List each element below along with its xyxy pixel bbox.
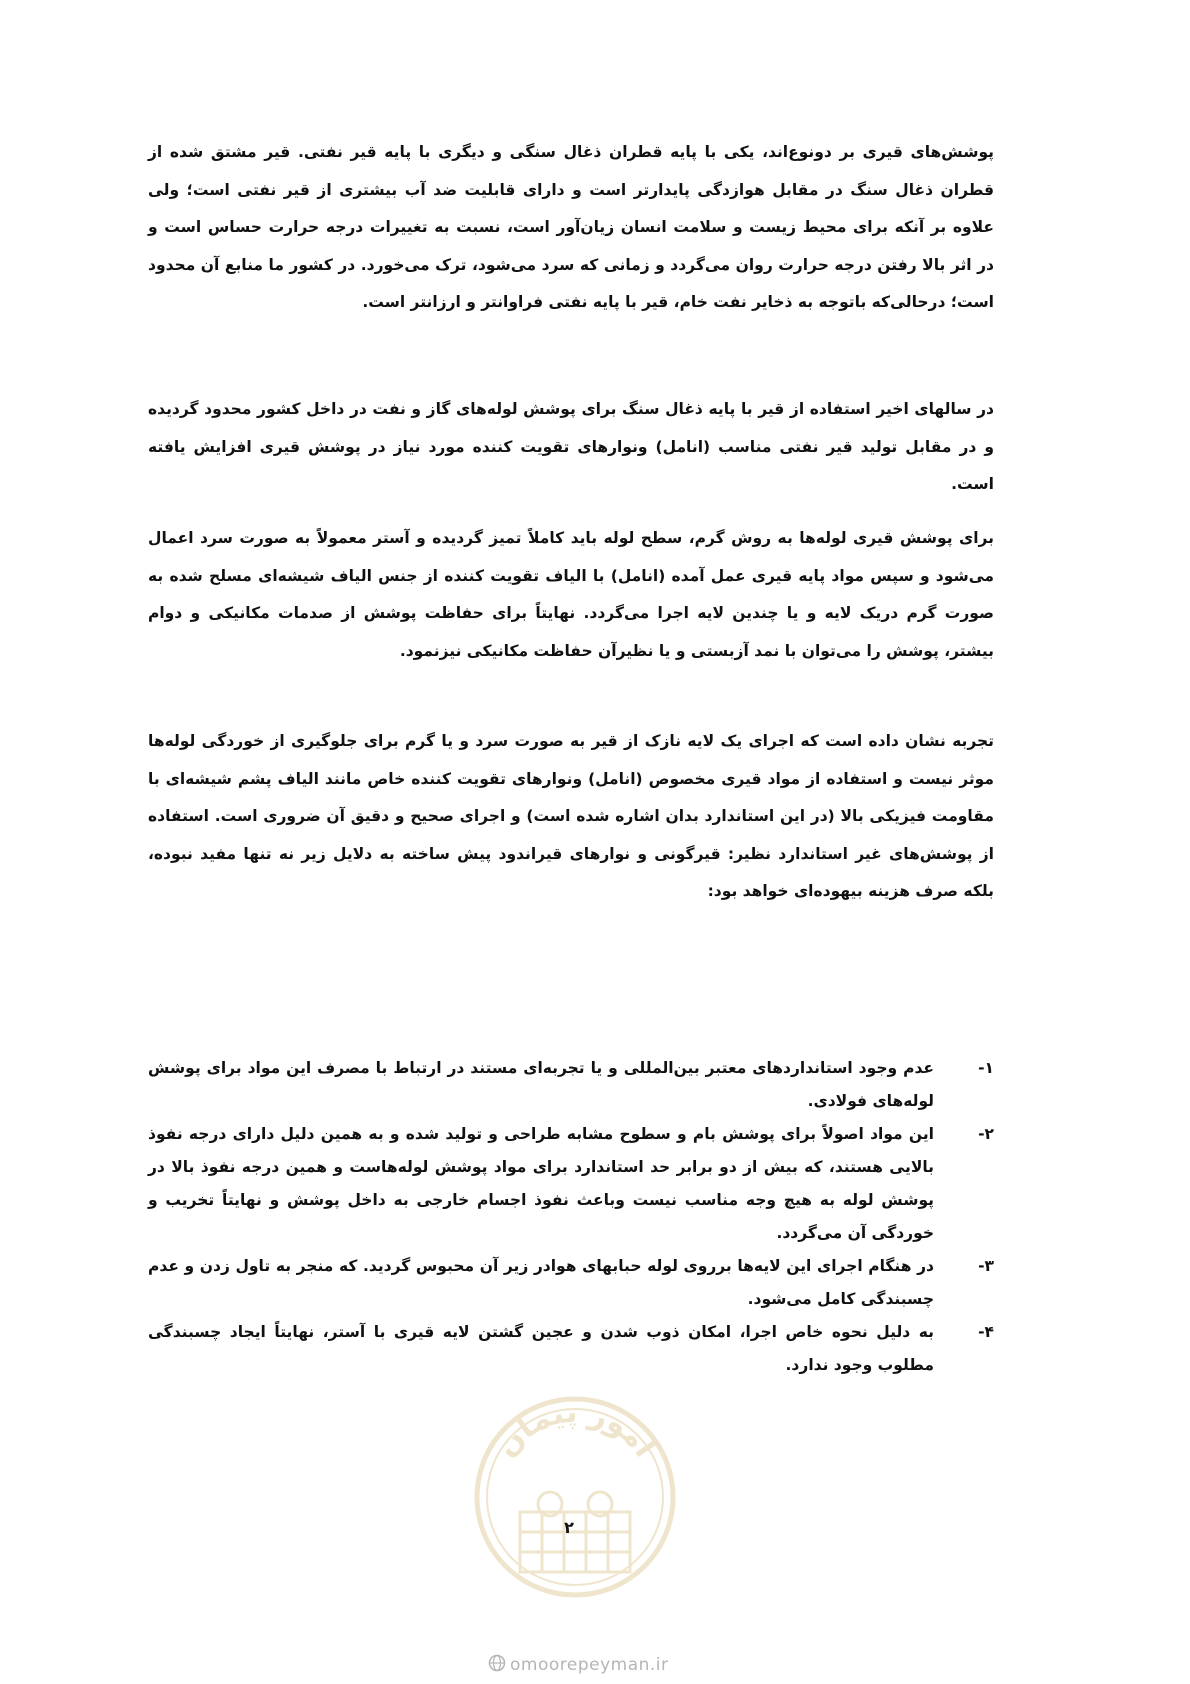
- globe-icon: [488, 1654, 506, 1672]
- list-item-number: ۲-: [978, 1125, 994, 1143]
- watermark-logo-text: امور پیمان: [488, 1394, 663, 1464]
- paragraph-experience: تجربه نشان داده است که اجرای یک لایه نازک از قیر به صورت سرد و یا گرم برای جلوگیری از خوردگی لوله‌ها موثر نیست و استفاده از مواد قیری مخصوص (انامل) ونوارهای تقویت کننده خاص مانند الیاف پشم شیشه‌ای با مقاومت فیزیکی بالا (در این استاندارد بدان اشاره شده است) و اجرای صحیح و دقیق آن ضروری است. استفاده از پوشش‌های غیر استاندارد نظیر: قیرگونی و نوارهای قیراندود پیش ساخته به دلایل زیر نه تنها مفید نبوده، بلکه صرف هزینه بیهوده‌ای خواهد بود:: [148, 732, 994, 900]
- paragraph-hot-method: برای پوشش قیری لوله‌ها به روش گرم، سطح لوله باید کاملاً تمیز گردیده و آستر معمولاً به صورت سرد اعمال می‌شود و سپس مواد پایه قیری عمل آمده (انامل) با الیاف تقویت کننده از جنس الیاف شیشه‌ای مسلح شده به صورت گرم دریک لایه و یا چندین لایه اجرا می‌گردد. نهایتاً برای حفاظت پوشش از صدمات مکانیکی و دوام بیشتر، پوشش را می‌توان با نمد آزبستی و یا نظیرآن حفاظت مکانیکی نیزنمود.: [148, 529, 994, 660]
- list-item-text: عدم وجود استانداردهای معتبر بین‌المللی و یا تجربه‌ای مستند در ارتباط با مصرف این مواد برای پوشش لوله‌های فولادی.: [148, 1059, 934, 1110]
- list-item-text: این مواد اصولاً برای پوشش بام و سطوح مشابه طراحی و تولید شده و به همین دلیل دارای درجه نفوذ بالایی هستند، که بیش از دو برابر حد استاندارد برای مواد پوشش لوله‌هاست و همین درجه نفوذ بالا در پوشش لوله به هیچ وجه مناسب نیست وباعث نفوذ اجسام خارجی به داخل پوشش و نهایتاً تخریب و خوردگی آن می‌گردد.: [148, 1125, 934, 1242]
- list-item-text: در هنگام اجرای این لایه‌ها برروی لوله حبابهای هوادر زیر آن محبوس گردید. که منجر به تاول زدن و عدم چسبندگی کامل می‌شود.: [148, 1257, 934, 1308]
- list-item: [148, 1316, 994, 1382]
- watermark-url: [488, 1654, 669, 1675]
- reasons-list: [148, 1052, 994, 1382]
- watermark-url-text: omoorepeyman.ir: [510, 1655, 669, 1675]
- list-item: [148, 1250, 994, 1316]
- list-item-number: ۴-: [978, 1323, 994, 1341]
- list-item-number: ۱-: [978, 1059, 994, 1077]
- svg-text:امور پیمان: [489, 1395, 662, 1464]
- list-item: [148, 1052, 994, 1118]
- page-number: ۲: [564, 1518, 574, 1537]
- list-item: [148, 1118, 994, 1250]
- paragraph-bitumen-types: پوشش‌های قیری بر دونوع‌اند، یکی با پایه قطران ذغال سنگی و دیگری با پایه قیر نفتی. قیر مشتق شده از قطران ذغال سنگ در مقابل هوازدگی پایدارتر است و دارای قابلیت ضد آب بیشتری از قیر نفتی است؛ ولی علاوه بر آنکه برای محیط زیست و سلامت انسان زیان‌آور است، نسبت به تغییرات درجه حرارت حساس است و در اثر بالا رفتن درجه حرارت روان می‌گردد و زمانی که سرد می‌شود، ترک می‌خورد. در کشور ما منابع آن محدود است؛ درحالی‌که باتوجه به ذخایر نفت خام، قیر با پایه نفتی فراوانتر و ارزانتر است.: [148, 143, 994, 311]
- watermark-logo: [470, 1392, 680, 1602]
- list-item-number: ۳-: [978, 1257, 994, 1275]
- list-item-text: به دلیل نحوه خاص اجرا، امکان ذوب شدن و عجین گشتن لایه قیری با آستر، نهایتاً ایجاد چسبندگی مطلوب وجود ندارد.: [148, 1323, 934, 1374]
- paragraph-recent-years: در سالهای اخیر استفاده از قیر با پایه ذغال سنگ برای پوشش لوله‌های گاز و نفت در داخل کشور محدود گردیده و در مقابل تولید قیر نفتی مناسب (انامل) ونوارهای تقویت کننده مورد نیاز در پوشش قیری افزایش یافته است.: [148, 400, 994, 493]
